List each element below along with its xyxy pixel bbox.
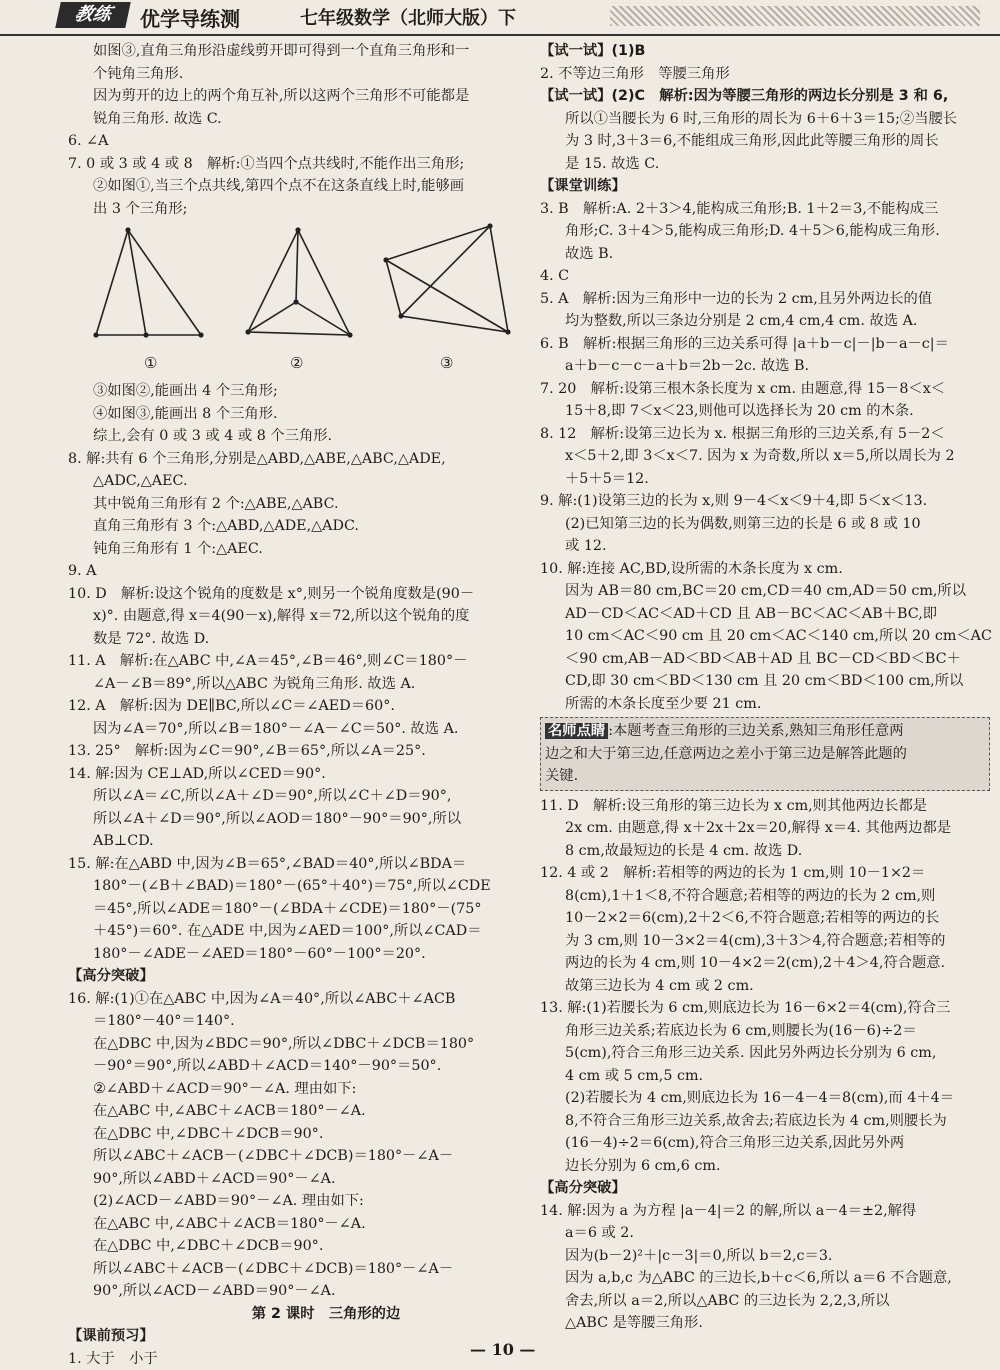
right-column (540, 40, 994, 1335)
text-line: 两边的长为 4 cm,则 10－4×2＝2(cm),2＋4＞4,符合题意. (540, 952, 994, 975)
text-line: 90°,所以∠ABD＋∠ACD＝90°－∠A. (68, 1168, 524, 1191)
text-line: 在△ABC 中,∠ABC＋∠ACB＝180°－∠A. (68, 1100, 524, 1123)
page-header (0, 0, 1000, 36)
text-line: 【试一试】(1)B (540, 40, 994, 63)
text-line: 15. 解:在△ABD 中,因为∠B＝65°,∠BAD＝40°,所以∠BDA＝ (68, 853, 524, 876)
text-line: 8,不符合三角形三边关系,故舍去;若底边长为 4 cm,则腰长为 (540, 1110, 994, 1133)
book-title: 七年级数学（北师大版）下 (300, 4, 516, 30)
text-line: 所以∠A＝∠C,所以∠A＋∠D＝90°,所以∠C＋∠D＝90°, (68, 785, 524, 808)
text-line: 4. C (540, 265, 994, 288)
text-line: 7. 20 解析:设第三根木条长度为 x cm. 由题意,得 15－8＜x＜ (540, 378, 994, 401)
text-line: 是 15. 故选 C. (540, 153, 994, 176)
text-line: ＋5＋5＝12. (540, 468, 994, 491)
text-line: 个钝角三角形. (68, 63, 524, 86)
text-line: 直角三角形有 3 个:△ABD,△ADE,△ADC. (68, 515, 524, 538)
text-line: 6. ∠A (68, 130, 524, 153)
text-line: 所以①当腰长为 6 时,三角形的周长为 6＋6＋3＝15;②当腰长 (540, 108, 994, 131)
text-line: 【课堂训练】 (540, 175, 994, 198)
text-line: 8(cm),1＋1＜8,不符合题意;若相等的两边的长为 2 cm,则 (540, 885, 994, 908)
text-line: 【高分突破】 (68, 965, 524, 988)
text-line: 因为∠A＝70°,所以∠B＝180°－∠A－∠C＝50°. 故选 A. (68, 718, 524, 741)
text-line: 16. 解:(1)①在△ABC 中,因为∠A＝40°,所以∠ABC＋∠ACB (68, 988, 524, 1011)
text-line: 【高分突破】 (540, 1177, 994, 1200)
text-line: (2)已知第三边的长为偶数,则第三边的长是 6 或 8 或 10 (540, 513, 994, 536)
text-line: ②如图①,当三个点共线,第四个点不在这条直线上时,能够画 (68, 175, 524, 198)
text-line: 故第三边长为 4 cm 或 2 cm. (540, 975, 994, 998)
brand-logo: 教练 (55, 2, 131, 28)
text-line: 【课前预习】 (68, 1325, 524, 1348)
text-line: －90°＝90°,所以∠ABD＋∠ACD＝140°－90°＝50°. (68, 1055, 524, 1078)
text-line: 【试一试】(2)C 解析:因为等腰三角形的两边长分别是 3 和 6, (540, 85, 994, 108)
text-line: 所以∠A＋∠D＝90°,所以∠AOD＝180°－90°＝90°,所以 (68, 808, 524, 831)
text-line: 8. 解:共有 6 个三角形,分别是△ABD,△ABE,△ABC,△ADE, (68, 448, 524, 471)
fig2-line-a (296, 230, 298, 302)
fig1-triangle (96, 230, 201, 335)
text-line: 180°－∠ADE－∠AED＝180°－60°－100°＝20°. (68, 943, 524, 966)
text-line: 故选 B. (540, 243, 994, 266)
text-line: 在△DBC 中,因为∠BDC＝90°,所以∠DBC＋∠DCB＝180° (68, 1033, 524, 1056)
text-line: 3. B 解析:A. 2＋3＞4,能构成三角形;B. 1＋2＝3,不能构成三 (540, 198, 994, 221)
text-line: 1. 大于 小于 (68, 1348, 524, 1370)
fig3-diagonal-a (386, 260, 508, 332)
fig3-quadrilateral (386, 226, 508, 332)
text-line: 第 2 课时 三角形的边 (68, 1303, 524, 1326)
triangle-figures (68, 220, 524, 380)
text-line: 9. 解:(1)设第三边的长为 x,则 9－4＜x＜9＋4,即 5＜x＜13. (540, 490, 994, 513)
text-line: 180°－(∠B＋∠BAD)＝180°－(65°＋40°)＝75°,所以∠CDE (68, 875, 524, 898)
text-line: 为 3 时,3＋3＝6,不能组成三角形,因此此等腰三角形的周长 (540, 130, 994, 153)
text-line: 锐角三角形. 故选 C. (68, 108, 524, 131)
text-line: 数是 72°. 故选 D. (68, 628, 524, 651)
page-number: — 10 — (470, 1340, 535, 1359)
text-line: x)°. 由题意,得 x＝4(90－x),解得 x＝72,所以这个锐角的度 (68, 605, 524, 628)
text-line: a＝6 或 2. (540, 1222, 994, 1245)
text-line: ③如图②,能画出 4 个三角形; (68, 380, 524, 403)
text-line: AB⊥CD. (68, 830, 524, 853)
text-line: ＋45°)＝60°. 在△ADE 中,因为∠AED＝100°,所以∠CAD＝ (68, 920, 524, 943)
text-line: 或 12. (540, 535, 994, 558)
right-text-b (540, 795, 994, 1335)
text-line: (2)若腰长为 4 cm,则底边长为 16－4－4＝8(cm),而 4＋4＝ (540, 1087, 994, 1110)
text-line: 5. A 解析:因为三角形中一边的长为 2 cm,且另外两边长的值 (540, 288, 994, 311)
text-line: ＜90 cm,AB－AD＜BD＜AB＋AD 且 BC－CD＜BD＜BC＋ (540, 648, 994, 671)
series-title: 优学导练测 (140, 3, 240, 32)
tip-line: 关键. (545, 765, 985, 788)
text-line: 12. 4 或 2 解析:若相等的两边的长为 1 cm,则 10－1×2＝ (540, 862, 994, 885)
text-line: 综上,会有 0 或 3 或 4 或 8 个三角形. (68, 425, 524, 448)
text-line: 5(cm),符合三角形三边关系. 因此另外两边长分别为 6 cm, (540, 1042, 994, 1065)
text-line: 边长分别为 6 cm,6 cm. (540, 1155, 994, 1178)
text-line: x＜5＋2,即 3＜x＜7. 因为 x 为奇数,所以 x＝5,所以周长为 2 (540, 445, 994, 468)
text-line: 因为剪开的边上的两个角互补,所以这两个三角形不可能都是 (68, 85, 524, 108)
text-line: 10. 解:连接 AC,BD,设所需的木条长度为 x cm. (540, 558, 994, 581)
text-line: (16－4)÷2＝6(cm),符合三角形三边关系,因此另外两 (540, 1132, 994, 1155)
text-line: 舍去,所以 a＝2,所以△ABC 的三边长为 2,2,3,所以 (540, 1290, 994, 1313)
text-line: ＝180°－40°＝140°. (68, 1010, 524, 1033)
text-line: 6. B 解析:根据三角形的三边关系可得 |a＋b－c|－|b－a－c|＝ (540, 333, 994, 356)
left-column (68, 40, 524, 1370)
left-bottom-text (68, 380, 524, 1370)
text-line: 角形三边关系;若底边长为 6 cm,则腰长为(16－6)÷2＝ (540, 1020, 994, 1043)
text-line: 因为(b－2)²＋|c－3|＝0,所以 b＝2,c＝3. (540, 1245, 994, 1268)
text-line: 2x cm. 由题意,得 x＋2x＋2x＝20,解得 x＝4. 其他两边都是 (540, 817, 994, 840)
text-line: △ADC,△AEC. (68, 470, 524, 493)
text-line: AD－CD＜AC＜AD＋CD 且 AB－BC＜AC＜AB＋BC,即 (540, 603, 994, 626)
text-line: 8 cm,故最短边的长是 4 cm. 故选 D. (540, 840, 994, 863)
text-line: 均为整数,所以三条边分别是 2 cm,4 cm,4 cm. 故选 A. (540, 310, 994, 333)
text-line: △ABC 是等腰三角形. (540, 1312, 994, 1335)
right-text-a (540, 40, 994, 715)
text-line: 10. D 解析:设这个锐角的度数是 x°,则另一个锐角度数是(90－ (68, 583, 524, 606)
text-line: CD,即 30 cm＜BD＜130 cm 且 20 cm＜BD＜100 cm,所以 (540, 670, 994, 693)
text-line: 在△DBC 中,∠DBC＋∠DCB＝90°. (68, 1235, 524, 1258)
text-line: 12. A 解析:因为 DE∥BC,所以∠C＝∠AED＝60°. (68, 695, 524, 718)
figure-caption-2: ② (290, 352, 303, 375)
text-line: 因为 AB＝80 cm,BC＝20 cm,CD＝40 cm,AD＝50 cm,所以 (540, 580, 994, 603)
text-line: ∠A－∠B＝89°,所以△ABC 为锐角三角形. 故选 A. (68, 673, 524, 696)
teacher-tip-box (540, 717, 990, 791)
figure-caption-3: ③ (440, 352, 453, 375)
tip-line: 边之和大于第三边,任意两边之差小于第三边是解答此题的 (545, 743, 985, 766)
text-line: 11. D 解析:设三角形的第三边长为 x cm,则其他两边长都是 (540, 795, 994, 818)
text-line: ＝45°,所以∠ADE＝180°－(∠BDA＋∠CDE)＝180°－(75° (68, 898, 524, 921)
text-line: 所以∠ABC＋∠ACB－(∠DBC＋∠DCB)＝180°－∠A－ (68, 1258, 524, 1281)
figure-caption-1: ① (144, 352, 157, 375)
left-top-text (68, 40, 524, 220)
tip-line: :本题考查三角形的三边关系,熟知三角形任意两 (608, 723, 903, 739)
text-line: 如图③,直角三角形沿虚线剪开即可得到一个直角三角形和一 (68, 40, 524, 63)
text-line: 所需的木条长度至少要 21 cm. (540, 693, 994, 716)
text-line: 其中锐角三角形有 2 个:△ABE,△ABC. (68, 493, 524, 516)
text-line: 为 3 cm,则 10－3×2＝4(cm),3＋3＞4,符合题意;若相等的 (540, 930, 994, 953)
text-line: 角形;C. 3＋4＞5,能构成三角形;D. 4＋5＞6,能构成三角形. (540, 220, 994, 243)
text-line: 出 3 个三角形; (68, 198, 524, 221)
text-line: ②∠ABD＋∠ACD＝90°－∠A. 理由如下: (68, 1078, 524, 1101)
text-line: (2)∠ACD－∠ABD＝90°－∠A. 理由如下: (68, 1190, 524, 1213)
text-line: 90°,所以∠ACD－∠ABD＝90°－∠A. (68, 1280, 524, 1303)
text-line: 所以∠ABC＋∠ACB－(∠DBC＋∠DCB)＝180°－∠A－ (68, 1145, 524, 1168)
text-line: 钝角三角形有 1 个:△AEC. (68, 538, 524, 561)
text-line: 在△DBC 中,∠DBC＋∠DCB＝90°. (68, 1123, 524, 1146)
fig3-diagonal-b (401, 226, 490, 316)
fig2-triangle (248, 230, 350, 335)
tip-tag: 名师点睛 (545, 723, 608, 739)
header-hatch-decoration (610, 6, 980, 26)
fig1-cevian (128, 230, 146, 335)
text-line: 因为 a,b,c 为△ABC 的三边长,b＋c＜6,所以 a＝6 不合题意, (540, 1267, 994, 1290)
text-line: 7. 0 或 3 或 4 或 8 解析:①当四个点共线时,不能作出三角形; (68, 153, 524, 176)
text-line: 9. A (68, 560, 524, 583)
text-line: ④如图③,能画出 8 个三角形. (68, 403, 524, 426)
text-line: 11. A 解析:在△ABC 中,∠A＝45°,∠B＝46°,则∠C＝180°－ (68, 650, 524, 673)
text-line: 10 cm＜AC＜90 cm 且 20 cm＜AC＜140 cm,所以 20 cm＜AC (540, 625, 994, 648)
text-line: 15＋8,即 7＜x＜23,则他可以选择长为 20 cm 的木条. (540, 400, 994, 423)
text-line: 14. 解:因为 CE⊥AD,所以∠CED＝90°. (68, 763, 524, 786)
text-line: 在△ABC 中,∠ABC＋∠ACB＝180°－∠A. (68, 1213, 524, 1236)
text-line: 8. 12 解析:设第三边长为 x. 根据三角形的三边关系,有 5－2＜ (540, 423, 994, 446)
text-line: 14. 解:因为 a 为方程 |a－4|＝2 的解,所以 a－4＝±2,解得 (540, 1200, 994, 1223)
text-line: 10－2×2＝6(cm),2＋2＜6,不符合题意;若相等的两边的长 (540, 907, 994, 930)
text-line: a＋b－c－c－a＋b＝2b－2c. 故选 B. (540, 355, 994, 378)
text-line: 13. 解:(1)若腰长为 6 cm,则底边长为 16－6×2＝4(cm),符合三 (540, 997, 994, 1020)
text-line: 13. 25° 解析:因为∠C＝90°,∠B＝65°,所以∠A＝25°. (68, 740, 524, 763)
text-line: 2. 不等边三角形 等腰三角形 (540, 63, 994, 86)
text-line: 4 cm 或 5 cm,5 cm. (540, 1065, 994, 1088)
